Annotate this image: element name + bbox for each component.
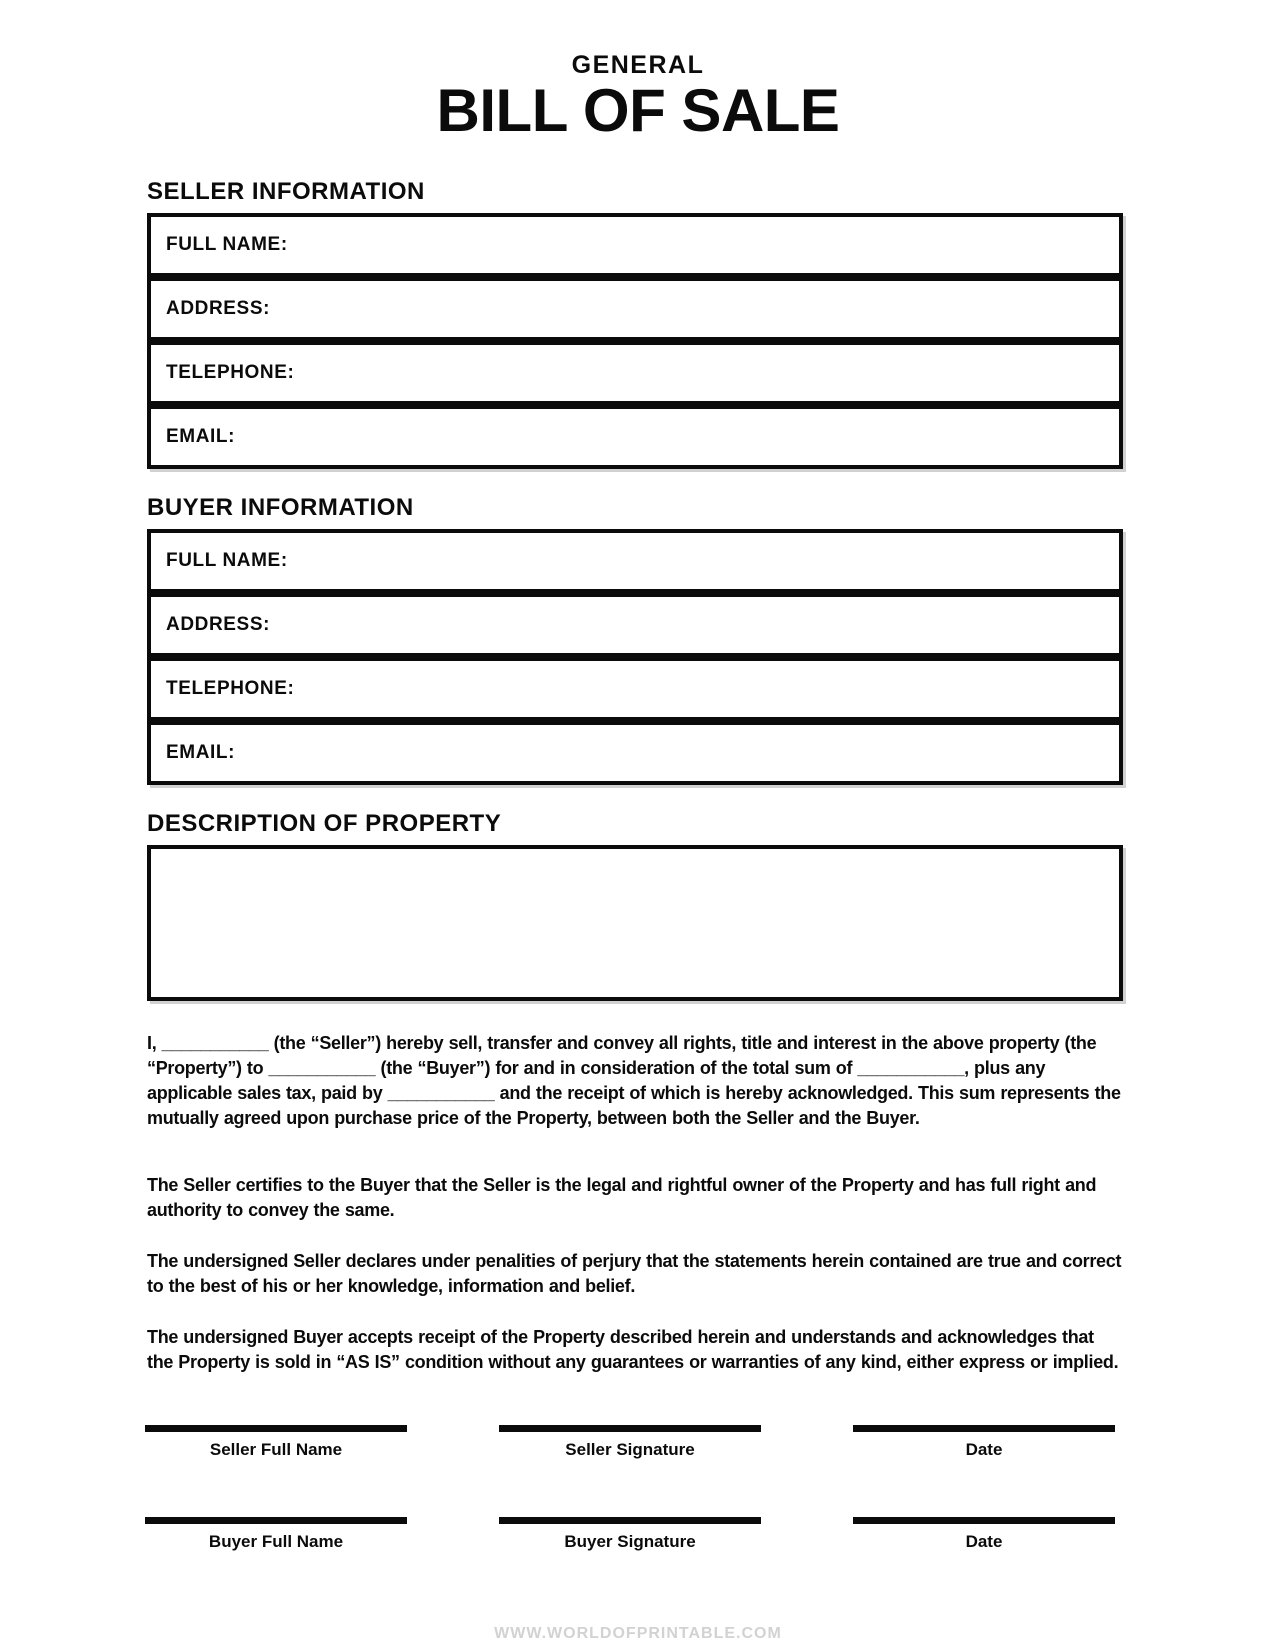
form-content [147,178,1123,1552]
buyer-date-line[interactable] [853,1517,1115,1524]
seller-full-name-signature-col [145,1425,407,1460]
buyer-full-name-input-area[interactable] [288,533,1119,589]
description-of-property-input-area[interactable] [147,845,1123,1001]
buyer-full-name-field[interactable] [147,529,1123,593]
buyer-address-input-area[interactable] [270,597,1119,653]
seller-date-col [853,1425,1115,1460]
buyer-as-is-paragraph: The undersigned Buyer accepts receipt of the Property described herein and understands and acknowledges that the Property is sold in “AS IS” condition without any guarantees or warranties of any kind, either express or implied. [147,1327,1119,1372]
seller-date-label: Date [965,1440,1003,1459]
seller-full-name-label: FULL NAME: [166,234,288,255]
seller-perjury-paragraph: The undersigned Seller declares under penalities of perjury that the statements herein contained are true and correct to the best of his or her knowledge, information and belief. [147,1251,1122,1296]
ownership-certification-paragraph: The Seller certifies to the Buyer that the Seller is the legal and rightful owner of the Property and has full right and authority to convey the same. [147,1175,1097,1220]
buyer-address-field[interactable] [147,593,1123,657]
seller-signature-col [499,1425,761,1460]
seller-full-name-line[interactable] [145,1425,407,1432]
seller-signature-label: Seller Signature [565,1440,695,1459]
buyer-signature-line[interactable] [499,1517,761,1524]
seller-address-label: ADDRESS: [166,298,271,319]
buyer-information-section [147,529,1123,785]
buyer-address-label: ADDRESS: [166,614,271,635]
seller-information-section [147,213,1123,469]
buyer-email-input-area[interactable] [235,725,1119,781]
seller-full-name-signature-label: Seller Full Name [209,1440,343,1459]
seller-email-input-area[interactable] [235,409,1119,465]
seller-email-field[interactable] [147,405,1123,469]
buyer-date-col [853,1517,1115,1552]
seller-signature-row [145,1425,1115,1460]
buyer-full-name-signature-col [145,1517,407,1552]
seller-signature-line[interactable] [499,1425,761,1432]
footer-website: WWW.WORLDOFPRINTABLE.COM [494,1625,782,1642]
buyer-full-name-label: FULL NAME: [166,550,288,571]
seller-telephone-field[interactable] [147,341,1123,405]
seller-address-input-area[interactable] [270,281,1119,337]
seller-full-name-field[interactable] [147,213,1123,277]
buyer-full-name-line[interactable] [145,1517,407,1524]
buyer-signature-row [145,1517,1115,1552]
sale-declaration-paragraph: I, ___________ (the “Seller”) hereby sell, transfer and convey all rights, title and interest in the above property (the “Property”) to ___________ (the “Buyer”) for and in consideration of the total sum of ___________, plus any applicable sales tax, paid by ___________ and the receipt of which is hereby acknowledged. This sum represents the mutually agreed upon purchase price of the Property, between both the Seller and the Buyer. [147,1033,1121,1128]
seller-information-heading: SELLER INFORMATION [147,178,425,205]
seller-date-line[interactable] [853,1425,1115,1432]
buyer-date-label: Date [965,1532,1003,1551]
description-of-property-heading: DESCRIPTION OF PROPERTY [147,810,502,837]
document-title: BILL OF SALE [436,77,840,144]
buyer-signature-col [499,1517,761,1552]
seller-telephone-label: TELEPHONE: [166,362,295,383]
buyer-email-label: EMAIL: [166,742,236,763]
buyer-telephone-input-area[interactable] [294,661,1119,717]
seller-email-label: EMAIL: [166,426,236,447]
buyer-telephone-label: TELEPHONE: [166,678,295,699]
seller-telephone-input-area[interactable] [294,345,1119,401]
buyer-telephone-field[interactable] [147,657,1123,721]
seller-address-field[interactable] [147,277,1123,341]
seller-full-name-input-area[interactable] [288,217,1119,273]
legal-text-block [147,1031,1123,1375]
document-pretitle: GENERAL [571,51,705,79]
buyer-full-name-signature-label: Buyer Full Name [208,1532,344,1551]
document-title-block [0,0,1276,142]
buyer-information-heading: BUYER INFORMATION [147,494,414,521]
buyer-signature-label: Buyer Signature [564,1532,696,1551]
buyer-email-field[interactable] [147,721,1123,785]
